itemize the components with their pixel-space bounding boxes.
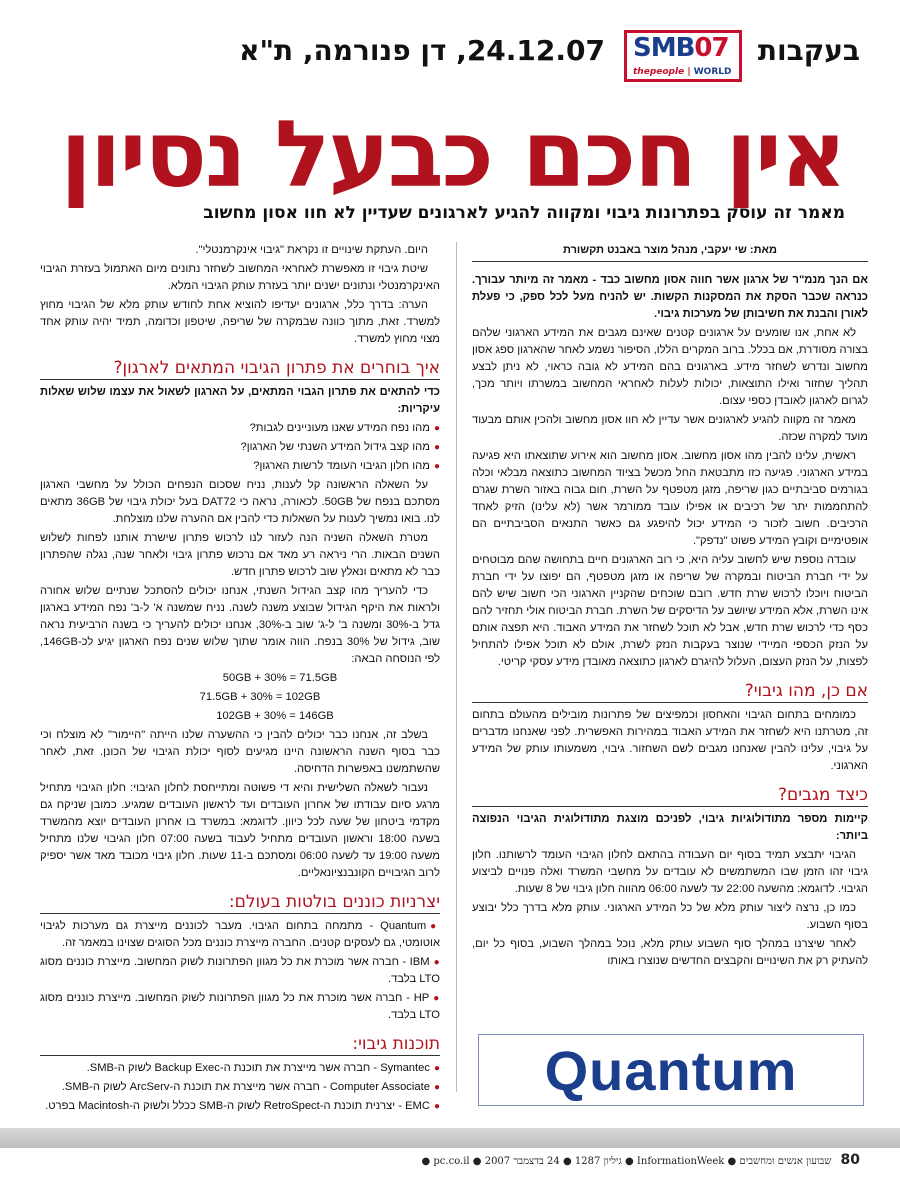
header xyxy=(140,28,860,98)
section-heading-how-to-backup: כיצד מגבים? xyxy=(472,785,868,807)
paragraph: שיטת גיבוי זו מאפשרת לאחראי המחשוב לשחזר נתונים מיום האתמול בעזרת הגיבוי האינקרמנטלי ונתונים ישנים יותר בעזרת עותק הגיבוי המלא. xyxy=(40,263,440,292)
section-heading-choose-solution: איך בוחרים את פתרון הגיבוי המתאים לארגון? xyxy=(40,358,440,380)
quantum-logo: Quantum xyxy=(544,1039,798,1102)
paragraph: הערה: בדרך כלל, ארגונים יעדיפו להוציא אחת לחודש עותק מלא של הגיבוי מחוץ למשרד. זאת, מתוך כוונה שבמקרה של שריפה, שיטפון וכדומה, תמיד יהיה עותק אחד מצוי מחוץ למשרד. xyxy=(40,299,440,345)
list-item: ● HP - חברה אשר מוכרת את כל מגוון הפתרונות לשוק המחשוב. מייצרת כוננים מסוג LTO בלבד. xyxy=(40,990,440,1024)
paragraph: מאמר זה מקווה להגיע לארגונים אשר עדיין לא חוו אסון מחשוב ולהכין אותם מבעוד מועד למקרה שכזה. xyxy=(472,414,868,443)
left-column xyxy=(40,242,440,1117)
paragraph: עובדה נוספת שיש לחשוב עליה היא, כי רוב הארגונים חיים בתחושה שהם מבוטחים על ידי חברת הביטוח ובמקרה של שריפה או מזגן מטפטף, הם יפוצו על ידי חברת הביטוח ויוכלו לרכוש שרת חדש. רובם שוכחים שהקניין הארגוני הכי חשוב שיש להם אינו השרת, אלא המידע שיושב על הדיסקים של השרת. חברת הביטוח אולי תחזיר להם כסף כדי לרכוש שרת חדש, אבל לא תוכל לשחזר את המידע האבוד. היא תפצה אותם על הנזק הכספי המיידי שנוצר בעקבות הנזק לשרת, אולם לא תוכל אפילו להתחיל לפצות, על הנזק העצום, העלול להיגרם לארגון כתוצאה מאובדן מידע עסקי קריטי. xyxy=(472,554,868,668)
event-byline: 24.12.07, דן פנורמה, ת"א xyxy=(239,34,605,67)
paragraph: כדי להעריך מהו קצב הגידול השנתי, אנחנו יכולים להסתכל שנתיים שלוש אחורה ולראות את היקף הגידול שבוצע משנה לשנה. נניח שמשנה א' ל-ב' נפח המידע בארגון גדל ב-30% ומשנה ב' ל-ג' שוב ב-30%, אנחנו יכולים להעריך כי בשנה הרביעית נראה שוב, גידול של 30% בנפח. הווה אומר שתוך שלוש שנים נפח הארגון יגיע לכ-146GB, לפי הנוסחה הבאה: xyxy=(40,585,440,665)
list-item: ● מהו נפח המידע שאנו מעוניינים לגבות? xyxy=(40,420,440,437)
list-item: ● EMC - יצרנית תוכנת ה-RetroSpect לשוק ה-SMB ככלל ולשוק ה-Macintosh בפרט. xyxy=(40,1098,440,1115)
paragraph: נעבור לשאלה השלישית והיא די פשוטה ומתייחסת לחלון הגיבוי: חלון הגיבוי מתחיל מרגע סיום עבודתו של אחרון העובדים ועד לראשון העובדים שמגיע. כמובן שניקח גם מקדמי ביטחון של שעה לכל כיוון. לדוגמא: במשרד בו אחרון העובדים יוצא מהמשרד בשעה 18:00 וראשון העובדים מתחיל לעבוד בשעה 07:00 חלון הגיבוי שלנו מתחיל משעה 19:00 עד לשעה 06:00 ומסתכם ב-11 שעות. חלון גיבוי מכובד מאד אשר יספיק לרוב הגיבויים הקונבנציונאליים. xyxy=(40,782,440,879)
paragraph: היום. העתקת שינויים זו נקראת "גיבוי אינקרמנטלי". xyxy=(195,244,428,256)
paragraph: לאחר שיצרנו במהלך סוף השבוע עותק מלא, נוכל במהלך השבוע, בסוף כל יום, להעתיק רק את השינויים והקבצים החדשים שנוצרו באותו xyxy=(472,938,868,967)
list-item: ● מהו קצב גידול המידע השנתי של הארגון? xyxy=(40,439,440,456)
footer-band xyxy=(0,1128,900,1148)
list-item: ● מהו חלון הגיבוי העומד לרשות הארגון? xyxy=(40,458,440,475)
quantum-ad xyxy=(478,1034,864,1106)
article-subtitle: מאמר זה עוסק בפתרונות גיבוי ומקווה להגיע לארגונים שעדיין לא חוו אסון מחשוב xyxy=(203,203,845,223)
smb07-logo: SMB07 thepeople | WORLD xyxy=(624,30,742,82)
right-column xyxy=(472,242,868,972)
lead-paragraph: אם הנך מנמ"ר של ארגון אשר חווה אסון מחשוב כבד - מאמר זה מיותר עבורך. כנראה שכבר הסקת את המסקנות הקשות. יש להניח מעל לכל ספק, כי פעלת לאורן והבנת את חשיבותן של מערכות גיבוי. xyxy=(472,274,868,320)
paragraph: כמומחים בתחום הגיבוי והאחסון וכמפיצים של פתרונות מובילים מהעולם בתחום זה, מטרתנו היא לשחזר את המידע האבוד במהירות האפשרית. לפני שאנחנו מדברים על גיבוי, עלינו להבין שאנחנו מגבים לשם השחזור. גיבוי, משמעותו עותק של המידע הארגוני. xyxy=(472,709,868,772)
paragraph: קיימות מספר מתודולוגיות גיבוי, לפניכם מוצגת מתודולוגית הגיבוי הנפוצה ביותר: xyxy=(472,813,868,842)
paragraph: הגיבוי יתבצע תמיד בסוף יום העבודה בהתאם לחלון הגיבוי העומד לרשותנו. חלון גיבוי זהו הזמן שבו המשתמשים לא עובדים על מחשבי המשרד ואלה פנויים לביצוע הגיבוי. לדוגמא: מהשעה 22:00 עד לשעה 06:00 מהווה חלון גיבוי של 8 שעות. xyxy=(472,849,868,895)
list-item: ● Quantum - מתמחה בתחום הגיבוי. מעבר לכוננים מייצרת גם מערכות לגיבוי אוטומטי, גם לעסקים קטנים. החברה מייצרת כוננים מכל הסוגים שצוינו במאמר זה. xyxy=(40,918,440,952)
section-heading-backup-software: תוכנות גיבוי: xyxy=(40,1034,440,1056)
formula-line: 71.5GB + 30% = 102GB xyxy=(199,691,321,703)
author-line: מאת: שי יעקבי, מנהל מוצר באבנט תקשורת xyxy=(472,242,868,262)
section-heading-what-is-backup: אם כן, מהו גיבוי? xyxy=(472,681,868,703)
formula-line: 102GB + 30% = 146GB xyxy=(216,710,334,722)
formula-line: 50GB + 30% = 71.5GB xyxy=(222,672,338,684)
paragraph: על השאלה הראשונה קל לענות, נניח שסכום הנפחים הכולל על מחשבי הארגון מסתכם בנפח של 50GB. לכאורה, נראה כי DAT72 בעל יכולת גיבוי של 36GB מתאים לנו. בואו נמשיך לענות על השאלות כדי להבין אם ההערה שלנו מוצלחת. xyxy=(40,479,440,525)
column-divider xyxy=(456,242,457,1092)
paragraph: בשלב זה, אנחנו כבר יכולים להבין כי ההשערה שלנו הייתה "היימור" לא מוצלח וכי כבר בסוף השנה הראשונה היינו מגיעים לסוף יכולת הגיבוי של הכונן. זאת, לאחר שהשתמשנו באפשרות הדחיסה. xyxy=(40,729,440,775)
section-heading-drive-makers: יצרניות כוננים בולטות בעולם: xyxy=(40,892,440,914)
paragraph: מטרת השאלה השניה הנה לעזור לנו לרכוש פתרון שישרת אותנו לפחות לשלוש השנים הבאות. הרי ניראה רע מאד אם נרכוש פתרון גיבוי ולאחר שנה, נגלה שהפתרון כבר לא מתאים ונאלץ שוב לרכוש פתרון חדש. xyxy=(40,532,440,578)
footer-text: שבועון אנשים ומחשבים ● InformationWeek ● גיליון 1287 ● 24 בדצמבר 2007 ● pc.co.il ● xyxy=(421,1156,832,1167)
paragraph: ראשית, עלינו להבין מהו אסון מחשוב. אסון מחשוב הוא אירוע שתוצאתו היא פגיעה במידע הארגוני. פגיעה כזו מתבטאת החל מכשל בציוד המחשוב כתוצאה מבלאי וכלה בגורמים סביבתיים כגון שריפה, מזגן מטפטף על השרת, חום גבוה באזור השרת שגרם להתחממות יתר של רכיבים או אפילו עובד ממורמר אשר (לא עלינו) הזיק לאחד הרכיבים. חשוב לזכור כי המידע יכול להיפגע גם כאשר התנאים הסביבתיים הם אופטימיים וקובץ המידע פשוט "נדפק". xyxy=(472,450,868,547)
list-item: ● Symantec - חברה אשר מייצרת את תוכנת ה-Backup Exec לשוק ה-SMB. xyxy=(40,1060,440,1077)
article-title: אין חכם כבעל נסיון xyxy=(60,101,845,208)
page-number: 80 xyxy=(840,1152,860,1168)
paragraph: כדי להתאים את פתרון הגבוי המתאים, על הארגון לשאול את עצמו שלוש שאלות עיקריות: xyxy=(40,386,440,415)
page-footer xyxy=(40,1152,860,1168)
list-item: ● Computer Associate - חברה אשר מייצרת את תוכנת ה-ArcServ לשוק ה-SMB. xyxy=(40,1079,440,1096)
section-label: בעקבות xyxy=(757,34,860,67)
paragraph: כמו כן, נרצה ליצור עותק מלא של כל המידע הארגוני. עותק מלא בדרך כלל יבוצע בסוף השבוע. xyxy=(472,902,868,931)
list-item: ● IBM - חברה אשר מוכרת את כל מגוון הפתרונות לשוק המחשוב. מייצרת כוננים מסוג LTO בלבד. xyxy=(40,954,440,988)
paragraph: לא אחת, אנו שומעים על ארגונים קטנים שאינם מגבים את המידע הארגוני שלהם בצורה מסודרת, אם בכלל. ברוב המקרים הללו, הסיפור נשמע לאחר שהארגון ספג אסון מחשוב ונדרש לשחזר מידע. בארגונים בהם המידע לא גובה כראוי, לא ניתן לבצע תהליך שחזור ואילו התוצאות, יכולות לעלות לאחראי המחשוב במשרתו ויותר מכך, לגרום לארגון לאובדן כספי עצום. xyxy=(472,327,868,407)
